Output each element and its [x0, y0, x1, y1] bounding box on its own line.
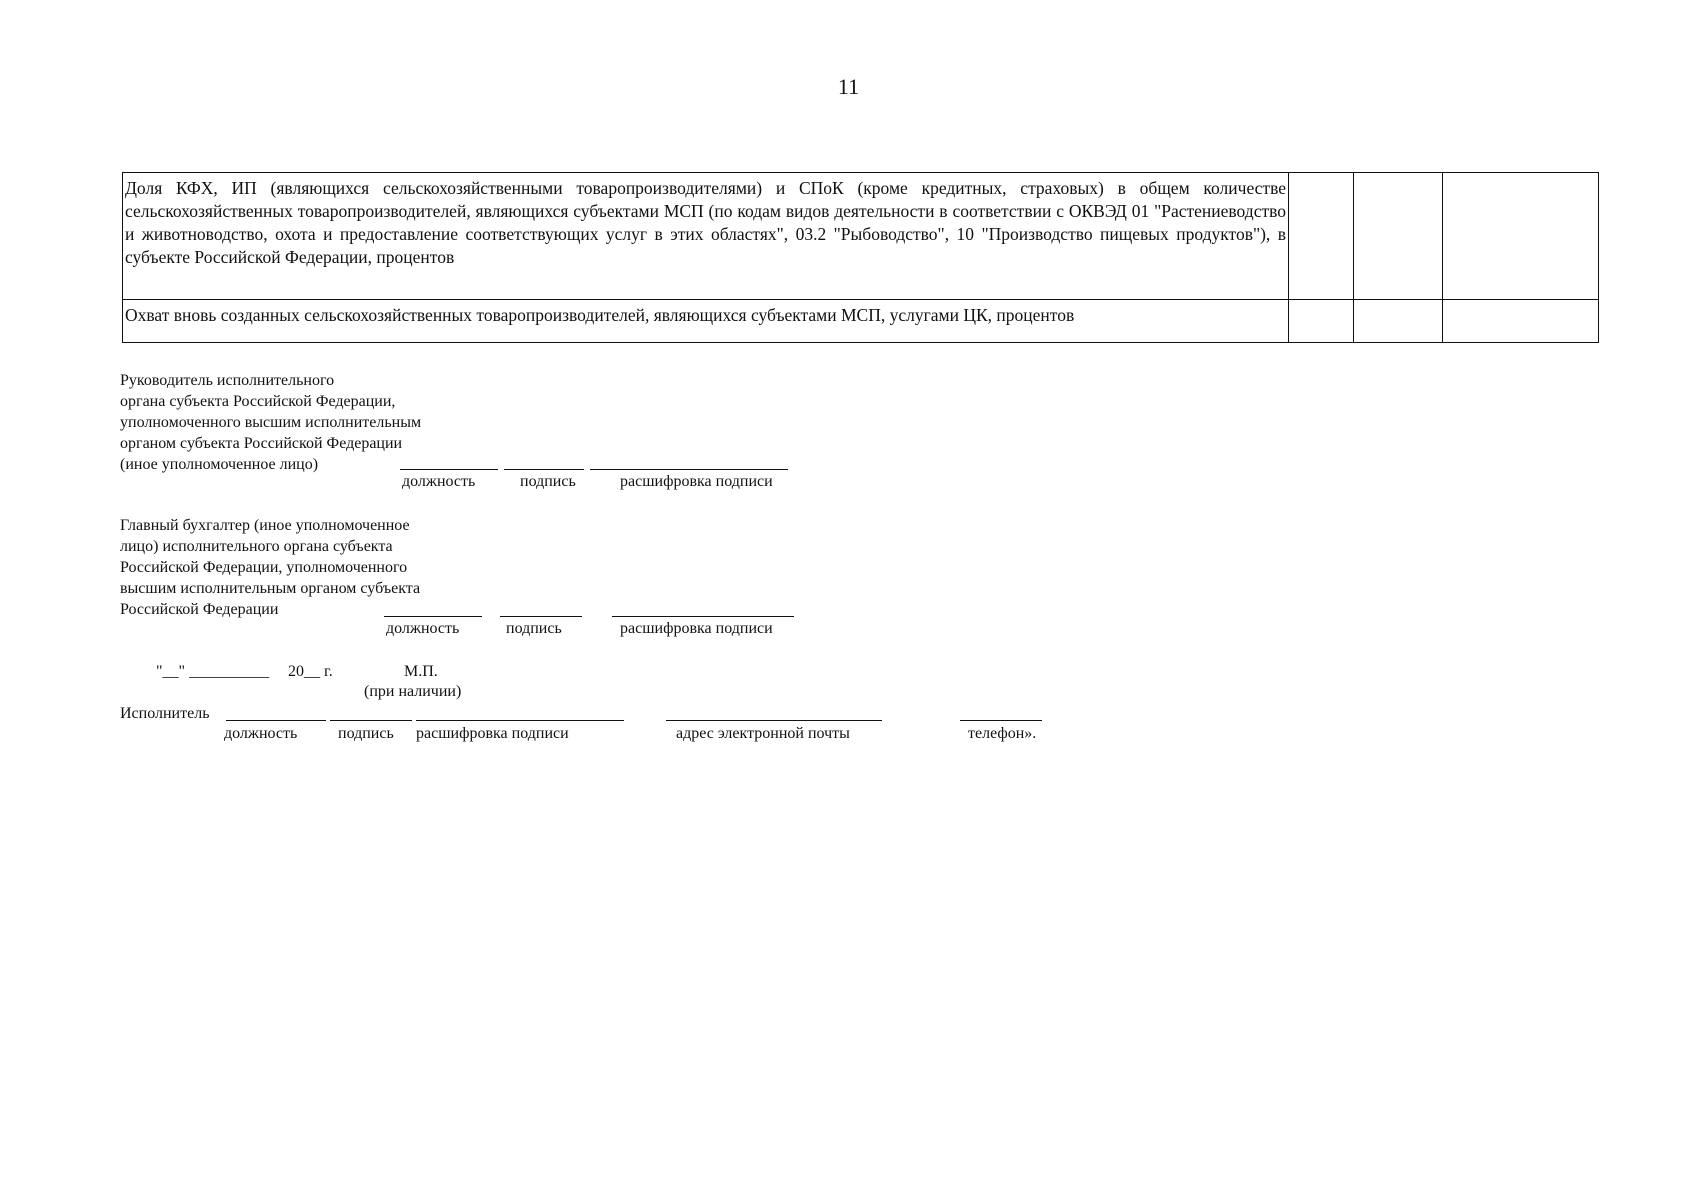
value-cell: [1354, 173, 1443, 300]
signature-line: [500, 616, 582, 617]
indicator-name-cell: Охват вновь созданных сельскохозяйственных товаропроизводителей, являющихся субъектами МСП, услугами ЦК, процентов: [123, 300, 1289, 343]
table-row: [123, 173, 1599, 300]
position-line: [226, 720, 326, 721]
indicator-name-cell: Доля КФХ, ИП (являющихся сельскохозяйственными товаропроизводителями) и СПоК (кроме кредитных, страховых) в общем количестве сельскохозяйственных товаропроизводителей, являющихся субъектами МСП (по кодам видов деятельности в соответствии с ОКВЭД 01 "Растениеводство и животноводство, охота и предоставление соответствующих услуг в этих областях", 03.2 "Рыбоводство", 10 "Производство пищевых продуктов"), в субъекте Российской Федерации, процентов: [123, 173, 1289, 300]
signature-decoding-line: [590, 469, 788, 470]
value-cell: [1443, 173, 1599, 300]
signature-decoding-caption: расшифровка подписи: [416, 725, 569, 742]
value-cell: [1354, 300, 1443, 343]
position-line: [384, 616, 482, 617]
page-number: 11: [837, 74, 860, 99]
value-cell: [1443, 300, 1599, 343]
position-caption: должность: [224, 725, 298, 742]
signature-caption: подпись: [520, 473, 576, 490]
signature-decoding-caption: расшифровка подписи: [620, 620, 773, 637]
signature-caption: подпись: [506, 620, 562, 637]
accountant-signatory-label: Главный бухгалтер (иное уполномоченное лицо) исполнительного органа субъекта Российской Федерации, уполномоченного высшим исполнительным органом субъекта Российской Федерации: [120, 517, 421, 618]
executor-label: Исполнитель: [120, 705, 210, 722]
value-cell: [1289, 300, 1354, 343]
indicators-table: [122, 172, 1599, 343]
date-day-month: "__" __________: [156, 663, 270, 680]
phone-caption: телефон».: [968, 725, 1037, 742]
value-cell: [1289, 173, 1354, 300]
signature-decoding-line: [416, 720, 624, 721]
signature-decoding-caption: расшифровка подписи: [620, 473, 773, 490]
position-caption: должность: [386, 620, 460, 637]
phone-line: [960, 720, 1042, 721]
email-caption: адрес электронной почты: [676, 725, 850, 742]
signature-caption: подпись: [338, 725, 394, 742]
email-line: [666, 720, 882, 721]
head-signatory-label: Руководитель исполнительного органа субъекта Российской Федерации, уполномоченного высшим исполнительным органом субъекта Российской Федерации (иное уполномоченное лицо): [120, 372, 422, 473]
signature-decoding-line: [612, 616, 794, 617]
signature-line: [330, 720, 412, 721]
table-row: [123, 300, 1599, 343]
signature-line: [504, 469, 584, 470]
position-caption: должность: [402, 473, 476, 490]
stamp-label: М.П.: [404, 663, 438, 680]
date-year: 20__ г.: [288, 663, 333, 680]
position-line: [400, 469, 498, 470]
stamp-note: (при наличии): [364, 683, 462, 700]
